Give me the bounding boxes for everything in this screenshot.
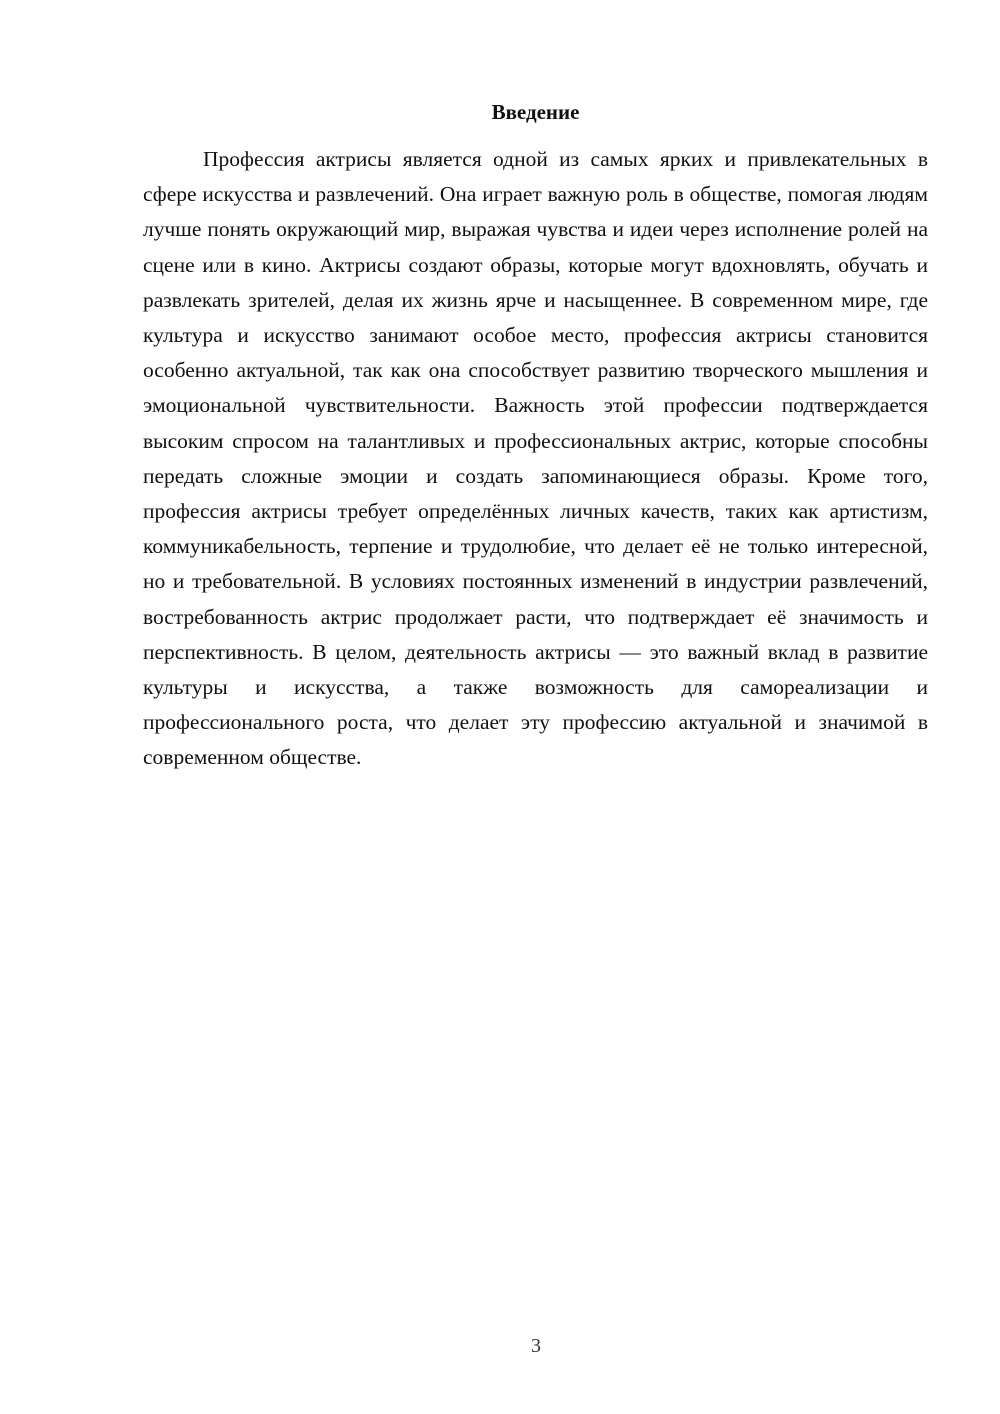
body-paragraph: Профессия актрисы является одной из самых ярких и привлекательных в сфере искусства и развлечений. Она играет важную роль в обществе, помогая людям лучше понять окружающий мир, выражая чувства и идеи через исполнение ролей на сцене или в кино. Актрисы создают образы, которые могут вдохновлять, обучать и развлекать зрителей, делая их жизнь ярче и насыщеннее. В современном мире, где культура и искусство занимают особое место, профессия актрисы становится особенно актуальной, так как она способствует развитию творческого мышления и эмоциональной чувствительности. Важность этой профессии подтверждается высоким спросом на талантливых и профессиональных актрис, которые способны передать сложные эмоции и создать запоминающиеся образы. Кроме того, профессия актрисы требует определённых личных качеств, таких как артистизм, коммуникабельность, терпение и трудолюбие, что делает её не только интересной, но и требовательной. В условиях постоянных изменений в индустрии развлечений, востребованность актрис продолжает расти, что подтверждает её значимость и перспективность. В целом, деятельность актрисы — это важный вклад в развитие культуры и искусства, а также возможность для самореализации и профессионального роста, что делает эту профессию актуальной и значимой в современном обществе.	[143, 147, 928, 770]
section-heading: Введение	[491, 100, 580, 124]
page-number: 3	[531, 1335, 541, 1357]
